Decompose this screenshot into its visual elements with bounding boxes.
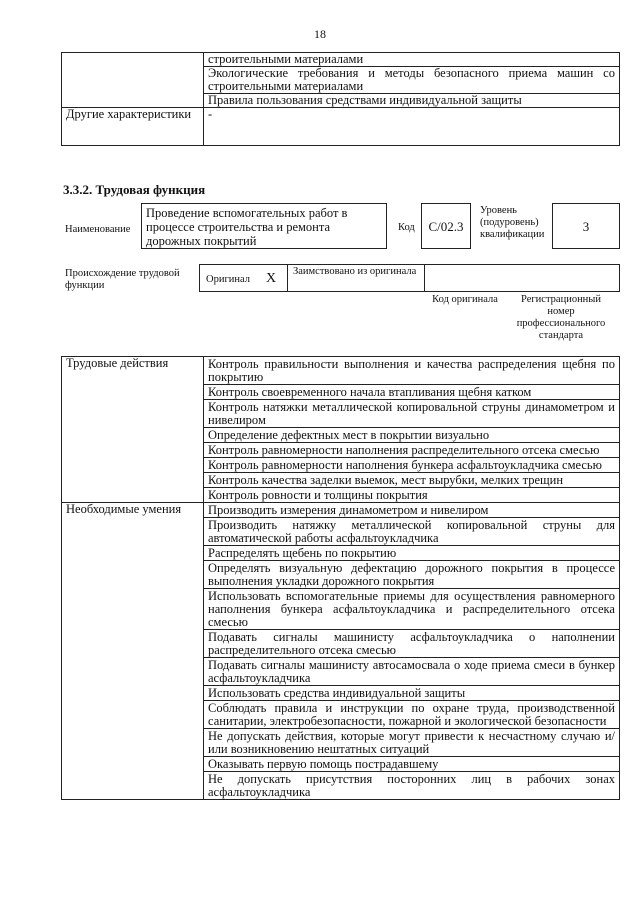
section-title: 3.3.2. Трудовая функция <box>63 182 206 197</box>
code-box <box>421 203 471 249</box>
labor-action-item: Контроль качества заделки выемок, мест вырубки, мелких трещин <box>204 473 620 488</box>
skill-item: Подавать сигналы машинисту автосамосвала о ходе приема смеси в бункер асфальтоукладчика <box>204 658 620 686</box>
reg-number-caption: Регистрационный номер профессионального стандарта <box>516 294 606 341</box>
labor-function-table <box>61 356 620 800</box>
level-value: 3 <box>582 219 590 234</box>
other-characteristics-label: Другие характеристики <box>62 108 204 146</box>
labor-action-item: Контроль равномерности наполнения распределительного отсека смесью <box>204 443 620 458</box>
original-mark: X <box>266 271 277 286</box>
labor-action-item: Контроль равномерности наполнения бункера асфальтоукладчика смесью <box>204 458 620 473</box>
skill-item: Соблюдать правила и инструкции по охране труда, производственной санитарии, электробезопасности, пожарной и экологической безопасности <box>204 701 620 729</box>
skill-item: Не допускать присутствия посторонних лиц в рабочих зонах асфальтоукладчика <box>204 772 620 800</box>
code-caption: Код оригинала <box>432 294 498 305</box>
knowledge-item: Экологические требования и методы безопасного приема машин со строительными материалами <box>204 67 620 94</box>
labor-action-item: Контроль своевременного начала втапливания щебня катком <box>204 385 620 400</box>
labor-actions-label: Трудовые действия <box>62 357 204 503</box>
skill-item: Использовать вспомогательные приемы для осуществления равномерного наполнения бункера асфальтоукладчика и распределительного отсека смесью <box>204 589 620 630</box>
labor-action-item: Контроль натяжки металлической копировальной струны динамометром и нивелиром <box>204 400 620 428</box>
skill-item: Использовать средства индивидуальной защиты <box>204 686 620 701</box>
code-label: Код <box>398 222 415 233</box>
origin-box <box>199 264 620 292</box>
skill-item: Распределять щебень по покрытию <box>204 546 620 561</box>
labor-action-item: Контроль правильности выполнения и качества распределения щебня по покрытию <box>204 357 620 385</box>
skill-item: Определять визуальную дефектацию дорожного покрытия в процессе выполнения укладки дорожного покрытия <box>204 561 620 589</box>
knowledge-item: строительными материалами <box>204 53 620 67</box>
empty-cell <box>62 53 204 108</box>
other-characteristics-value: - <box>204 108 620 146</box>
knowledge-table-continuation <box>61 52 620 146</box>
labor-action-item: Определение дефектных мест в покрытии визуально <box>204 428 620 443</box>
code-value: С/02.3 <box>428 219 464 234</box>
level-label: Уровень (подуровень) квалификации <box>480 205 545 240</box>
level-box <box>552 203 620 249</box>
skill-item: Производить измерения динамометром и нивелиром <box>204 503 620 518</box>
original-label: Оригинал <box>206 274 250 285</box>
skill-item: Не допускать действия, которые могут привести к несчастному случаю и/или возникновению нештатных ситуаций <box>204 729 620 757</box>
divider <box>424 265 425 291</box>
function-name-value: Проведение вспомогательных работ в процессе строительства и ремонта дорожных покрытий <box>146 206 348 248</box>
name-label: Наименование <box>65 224 131 235</box>
required-skills-label: Необходимые умения <box>62 503 204 800</box>
borrowed-label: Заимствовано из оригинала <box>293 266 417 277</box>
divider <box>287 265 288 291</box>
knowledge-item: Правила пользования средствами индивидуальной защиты <box>204 94 620 108</box>
skill-item: Подавать сигналы машинисту асфальтоукладчика о наполнении распределительного отсека смесью <box>204 630 620 658</box>
labor-action-item: Контроль ровности и толщины покрытия <box>204 488 620 503</box>
function-name-box <box>141 203 387 249</box>
skill-item: Оказывать первую помощь пострадавшему <box>204 757 620 772</box>
page-number: 18 <box>314 27 326 41</box>
origin-label: Происхождение трудовой функции <box>65 268 180 291</box>
skill-item: Производить натяжку металлической копировальной струны для автоматической работы асфальтоукладчика <box>204 518 620 546</box>
